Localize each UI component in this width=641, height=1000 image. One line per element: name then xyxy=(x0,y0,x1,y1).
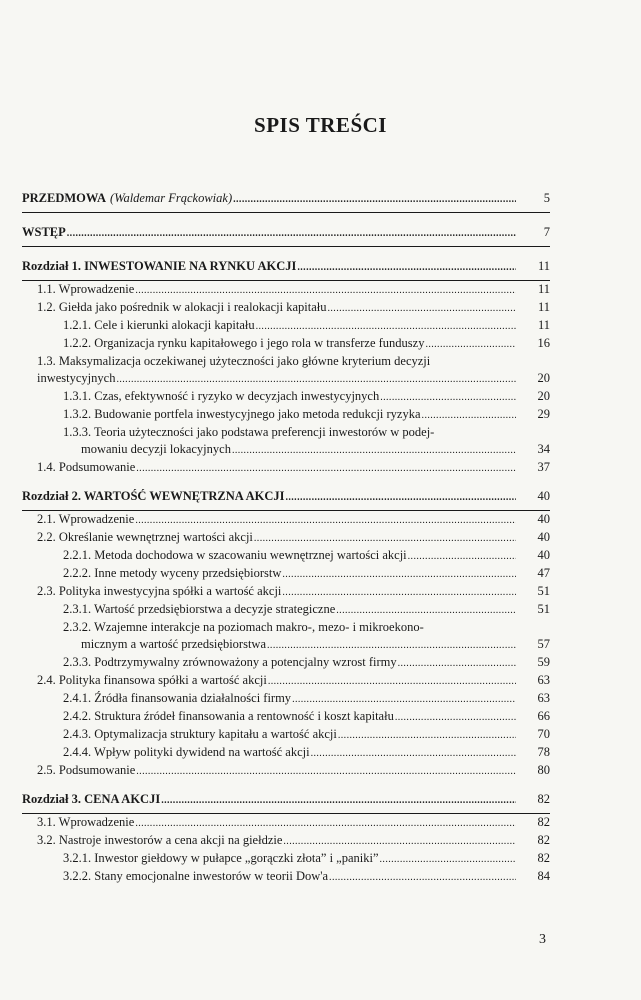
dot-leader xyxy=(233,191,516,208)
toc-page-number: 59 xyxy=(537,655,550,669)
toc-page-number: 47 xyxy=(537,566,550,580)
toc-entry-przedmowa[interactable] xyxy=(22,190,550,208)
dot-leader xyxy=(311,745,516,762)
toc-entry-text: 3.2. Nastroje inwestorów a cena akcji na giełdzie xyxy=(37,833,283,847)
toc-entry-text: 2.3. Polityka inwestycyjna spółki a wartość akcji xyxy=(37,584,282,598)
toc-entry-2-2[interactable] xyxy=(37,529,550,547)
dot-leader xyxy=(380,851,516,868)
toc-entry-text: mowaniu decyzji lokacyjnych xyxy=(81,442,231,456)
toc-entry-1-2-1[interactable] xyxy=(63,317,550,335)
dot-leader xyxy=(254,530,516,547)
toc-entry-2-3-2[interactable] xyxy=(63,619,550,654)
table-of-contents xyxy=(22,186,550,886)
page-number: 3 xyxy=(539,932,546,947)
dot-leader xyxy=(292,691,516,708)
dot-leader xyxy=(395,709,516,726)
dot-leader xyxy=(135,512,516,529)
toc-entry-text: 2.4.1. Źródła finansowania działalności firmy xyxy=(63,691,292,705)
toc-page-number: 34 xyxy=(537,442,550,456)
toc-page-number: 51 xyxy=(537,602,550,616)
toc-page-number: 16 xyxy=(537,336,550,350)
dot-leader xyxy=(282,584,516,601)
section-rule xyxy=(22,246,550,247)
toc-entry-2-3-3[interactable] xyxy=(63,654,550,672)
toc-entry-2-4[interactable] xyxy=(37,672,550,690)
toc-entry-2-4-4[interactable] xyxy=(63,744,550,762)
toc-entry-1-3-3[interactable] xyxy=(63,424,550,459)
toc-entry-text: Rozdział 3. CENA AKCJI xyxy=(22,792,161,806)
toc-entry-2-3-1[interactable] xyxy=(63,601,550,619)
toc-page-number: 66 xyxy=(537,709,550,723)
dot-leader xyxy=(232,442,516,459)
toc-page-number: 20 xyxy=(537,389,550,403)
dot-leader xyxy=(282,566,516,583)
dot-leader xyxy=(267,637,516,654)
toc-entry-text: 2.3.1. Wartość przedsiębiorstwa a decyzje strategiczne xyxy=(63,602,336,616)
spacer xyxy=(22,477,550,484)
page-title: SPIS TREŚCI xyxy=(254,113,387,137)
toc-entry-text: 1.2.2. Organizacja rynku kapitałowego i jego rola w transferze funduszy xyxy=(63,336,425,350)
toc-entry-text: Rozdział 2. WARTOŚĆ WEWNĘTRZNA AKCJI xyxy=(22,489,285,503)
toc-page-number: 40 xyxy=(537,548,550,562)
toc-entry-text: WSTĘP xyxy=(22,225,66,239)
toc-entry-text: 1.3.1. Czas, efektywność i ryzyko w decyzjach inwestycyjnych xyxy=(63,389,380,403)
toc-page-number: 11 xyxy=(537,259,550,273)
toc-entry-text: Rozdział 1. INWESTOWANIE NA RYNKU AKCJI xyxy=(22,259,297,273)
dot-leader xyxy=(297,259,516,276)
toc-entry-1-1[interactable] xyxy=(37,281,550,299)
toc-page-number: 51 xyxy=(537,584,550,598)
dot-leader xyxy=(338,727,516,744)
toc-entry-text: 2.2.1. Metoda dochodowa w szacowaniu wewnętrznej wartości akcji xyxy=(63,548,407,562)
dot-leader xyxy=(380,389,516,406)
toc-entry-text: 1.3.3. Teoria użyteczności jako podstawa preferencji inwestorów w podej- xyxy=(63,425,435,439)
toc-entry-2-3[interactable] xyxy=(37,583,550,601)
toc-entry-r3[interactable] xyxy=(22,791,550,809)
toc-page-number: 63 xyxy=(537,691,550,705)
toc-page-number: 37 xyxy=(537,460,550,474)
toc-entry-3-2[interactable] xyxy=(37,832,550,850)
spacer xyxy=(22,780,550,787)
toc-entry-text: 2.4.3. Optymalizacja struktury kapitału a wartość akcji xyxy=(63,727,337,741)
toc-entry-text: 3.2.2. Stany emocjonalne inwestorów w teorii Dow'a xyxy=(63,869,329,883)
dot-leader xyxy=(161,792,516,809)
toc-entry-wstep[interactable] xyxy=(22,224,550,242)
toc-entry-text: 1.4. Podsumowanie xyxy=(37,460,136,474)
toc-page-number: 40 xyxy=(537,530,550,544)
toc-entry-2-5[interactable] xyxy=(37,762,550,780)
dot-leader xyxy=(422,407,516,424)
toc-page-number: 7 xyxy=(543,225,550,239)
toc-page-number: 80 xyxy=(537,763,550,777)
toc-entry-text: 1.2.1. Cele i kierunki alokacji kapitału xyxy=(63,318,255,332)
toc-entry-text: 2.2. Określanie wewnętrznej wartości akcji xyxy=(37,530,253,544)
toc-page-number: 70 xyxy=(537,727,550,741)
toc-entry-1-3-2[interactable] xyxy=(63,406,550,424)
dot-leader xyxy=(398,655,516,672)
toc-entry-r1[interactable] xyxy=(22,258,550,276)
toc-entry-2-1[interactable] xyxy=(37,511,550,529)
section-rule xyxy=(22,212,550,213)
toc-entry-2-4-3[interactable] xyxy=(63,726,550,744)
toc-entry-text: PRZEDMOWA xyxy=(22,191,107,205)
toc-page-number: 40 xyxy=(537,489,550,503)
dot-leader xyxy=(268,673,516,690)
dot-leader xyxy=(336,602,516,619)
dot-leader xyxy=(135,815,516,832)
toc-page-number: 84 xyxy=(537,869,550,883)
dot-leader xyxy=(283,833,516,850)
toc-entry-2-4-1[interactable] xyxy=(63,690,550,708)
toc-page-number: 82 xyxy=(537,851,550,865)
dot-leader xyxy=(136,763,516,780)
toc-page-number: 82 xyxy=(537,815,550,829)
dot-leader xyxy=(116,371,516,388)
toc-entry-text: 2.3.2. Wzajemne interakcje na poziomach makro-, mezo- i mikroekono- xyxy=(63,620,424,634)
toc-entry-3-1[interactable] xyxy=(37,814,550,832)
toc-entry-2-2-2[interactable] xyxy=(63,565,550,583)
toc-entry-text: 1.1. Wprowadzenie xyxy=(37,282,135,296)
toc-page-number: 78 xyxy=(537,745,550,759)
toc-entry-text: 2.3.3. Podtrzymywalny zrównoważony a potencjalny wzrost firmy xyxy=(63,655,397,669)
toc-entry-3-2-2[interactable] xyxy=(63,868,550,886)
toc-page-number: 20 xyxy=(537,371,550,385)
toc-entry-text: 2.4.2. Struktura źródeł finansowania a rentowność i koszt kapitału xyxy=(63,709,394,723)
toc-entry-text: 1.3. Maksymalizacja oczekiwanej użyteczności jako główne kryterium decyzji xyxy=(37,354,431,368)
toc-page-number: 63 xyxy=(537,673,550,687)
toc-entry-3-2-1[interactable] xyxy=(63,850,550,868)
toc-entry-1-4[interactable] xyxy=(37,459,550,477)
toc-page-number: 11 xyxy=(537,300,550,314)
toc-page-number: 5 xyxy=(543,191,550,205)
toc-page-number: 11 xyxy=(537,282,550,296)
toc-entry-1-3-1[interactable] xyxy=(63,388,550,406)
toc-entry-1-2-2[interactable] xyxy=(63,335,550,353)
dot-leader xyxy=(408,548,516,565)
toc-entry-2-2-1[interactable] xyxy=(63,547,550,565)
toc-entry-1-3[interactable] xyxy=(37,353,550,388)
toc-page-number: 29 xyxy=(537,407,550,421)
toc-entry-text: 2.5. Podsumowanie xyxy=(37,763,136,777)
dot-leader xyxy=(329,869,516,886)
dot-leader xyxy=(285,489,516,506)
dot-leader xyxy=(67,225,516,242)
toc-entry-text: 1.2. Giełda jako pośrednik w alokacji i realokacji kapitału xyxy=(37,300,327,314)
dot-leader xyxy=(135,282,516,299)
toc-entry-text: 2.4.4. Wpływ polityki dywidend na wartość akcji xyxy=(63,745,310,759)
toc-entry-text: 2.4. Polityka finansowa spółki a wartość akcji xyxy=(37,673,267,687)
toc-entry-r2[interactable] xyxy=(22,488,550,506)
toc-entry-1-2[interactable] xyxy=(37,299,550,317)
toc-entry-2-4-2[interactable] xyxy=(63,708,550,726)
toc-entry-text: 3.2.1. Inwestor giełdowy w pułapce „gorączki złota” i „paniki” xyxy=(63,851,379,865)
toc-page-number: 40 xyxy=(537,512,550,526)
toc-page-number: 82 xyxy=(537,833,550,847)
dot-leader xyxy=(328,300,517,317)
toc-page-number: 57 xyxy=(537,637,550,651)
dot-leader xyxy=(425,336,516,353)
toc-page-number: 82 xyxy=(537,792,550,806)
dot-leader xyxy=(136,460,516,477)
toc-entry-text: micznym a wartość przedsiębiorstwa xyxy=(81,637,267,651)
toc-entry-text: 2.2.2. Inne metody wyceny przedsiębiorstw xyxy=(63,566,282,580)
toc-entry-text: inwestycyjnych xyxy=(37,371,116,385)
toc-entry-text: 3.1. Wprowadzenie xyxy=(37,815,135,829)
toc-page-number: 11 xyxy=(537,318,550,332)
toc-entry-author: (Waldemar Frąckowiak) xyxy=(110,191,233,205)
dot-leader xyxy=(256,318,516,335)
toc-entry-text: 2.1. Wprowadzenie xyxy=(37,512,135,526)
spacer xyxy=(22,213,550,220)
spacer xyxy=(22,247,550,254)
toc-entry-text: 1.3.2. Budowanie portfela inwestycyjnego jako metoda redukcji ryzyka xyxy=(63,407,421,421)
